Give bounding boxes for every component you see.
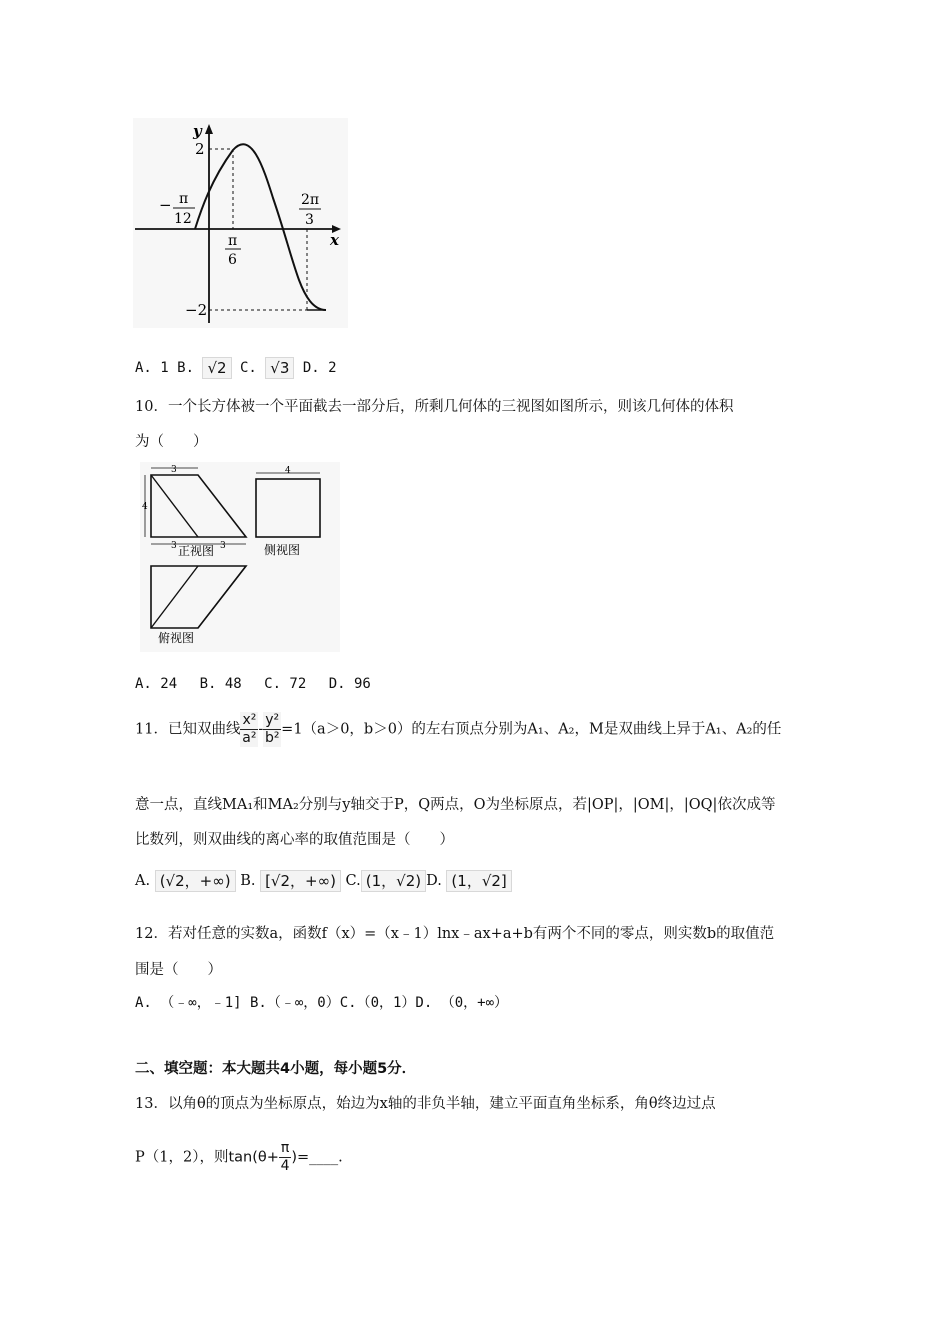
q9-option-b-math: √2 xyxy=(202,357,231,379)
q11-option-c-math: (1，√2) xyxy=(361,870,426,892)
q11-option-a-label: A. xyxy=(135,873,151,889)
pi6-den: 6 xyxy=(228,252,237,268)
q11-option-c-label: C. xyxy=(345,873,361,889)
q11-suffix: =1（a＞0，b＞0）的左右顶点分别为A₁、A₂，M是双曲线上异于A₁、A₂的任 xyxy=(281,721,782,738)
y-max-label: 2 xyxy=(195,140,205,158)
views-background xyxy=(140,462,340,652)
q12-line1: 12．若对任意的实数a，函数f（x）=（x﹣1）lnx﹣ax+a+b有两个不同的零点，则实数b的取值范 xyxy=(135,926,775,942)
q13-tan: tan(θ+ xyxy=(228,1149,279,1166)
q10-stem-line1: 10．一个长方体被一个平面截去一部分后，所剩几何体的三视图如图所示，则该几何体的体积 xyxy=(135,399,734,415)
q11-line3: 比数列，则双曲线的离心率的取值范围是（ ） xyxy=(135,832,454,848)
q10-options: A. 24 B. 48 C. 72 D. 96 xyxy=(135,676,371,692)
q9-option-d: D. 2 xyxy=(302,360,337,376)
twopi-num: 2π xyxy=(301,192,320,208)
q10-stem-line2: 为（ ） xyxy=(135,434,208,450)
twopi-den: 3 xyxy=(305,212,314,228)
front-view-label: 正视图 xyxy=(178,544,215,558)
y-min-label: −2 xyxy=(185,301,208,319)
q11-prefix: 11．已知双曲线 xyxy=(135,721,241,738)
neg-pi-den: 12 xyxy=(174,211,192,227)
section2-heading: 二、填空题：本大题共4小题，每小题5分． xyxy=(135,1061,417,1077)
q9-option-c: C. xyxy=(240,360,257,376)
q11-frac-y xyxy=(263,712,281,747)
q11-option-b-label: B. xyxy=(240,873,256,889)
side-view-label: 侧视图 xyxy=(264,543,301,557)
front-dim-top-label: 3 xyxy=(171,465,177,475)
q9-option-a: A. 1 B. xyxy=(135,360,195,376)
q12-options: A. （﹣∞，﹣1] B.（﹣∞，0）C.（0，1）D. （0，+∞） xyxy=(135,995,509,1011)
q12-line2: 围是（ ） xyxy=(135,962,222,978)
q11-line2: 意一点，直线MA₁和MA₂分别与y轴交于P，Q两点，O为坐标原点，若|OP|，|OM|，|OQ|依次成等 xyxy=(135,797,776,813)
q11-frac-y-den: b² xyxy=(264,730,280,746)
front-dim-left-label: 4 xyxy=(142,502,148,512)
q10-three-views xyxy=(140,462,340,652)
q13-blank: ____. xyxy=(309,1149,343,1166)
q13-frac xyxy=(279,1140,291,1175)
q11-option-a-math: (√2，+∞) xyxy=(155,870,236,892)
top-view-label: 俯视图 xyxy=(158,631,195,645)
y-axis-label: y xyxy=(193,122,202,140)
q9-option-c-math: √3 xyxy=(265,357,294,379)
side-dim-top-label: 4 xyxy=(285,466,291,476)
q11-frac-y-num: y² xyxy=(265,712,280,728)
q9-options xyxy=(135,357,337,379)
x-axis-label: x xyxy=(330,231,339,249)
q9-function-graph xyxy=(133,118,348,328)
q11-option-d-label: D. xyxy=(426,873,442,889)
q13-line1: 13．以角θ的顶点为坐标原点，始边为x轴的非负半轴，建立平面直角坐标系，角θ终边过点 xyxy=(135,1096,716,1112)
q11-minus: - xyxy=(258,721,264,738)
q13-line2 xyxy=(135,1140,343,1175)
q11-frac-x-den: a² xyxy=(242,730,257,746)
q11-line1 xyxy=(135,712,781,747)
q11-options xyxy=(135,870,512,892)
q13-prefix: P（1，2），则 xyxy=(135,1149,229,1166)
neg-sign: − xyxy=(159,196,172,214)
q13-frac-den: 4 xyxy=(280,1158,290,1174)
q13-frac-num: π xyxy=(280,1140,290,1156)
q11-option-d-math: (1，√2] xyxy=(446,870,511,892)
q11-frac-x-num: x² xyxy=(242,712,257,728)
graph-background xyxy=(133,118,348,328)
pi6-num: π xyxy=(228,233,238,249)
front-dim-bottom-label2: 3 xyxy=(220,541,226,551)
q13-close: )= xyxy=(291,1149,310,1166)
front-dim-bottom-label1: 3 xyxy=(171,541,177,551)
neg-pi-num: π xyxy=(179,191,189,207)
q11-frac-x xyxy=(240,712,258,747)
q11-option-b-math: [√2，+∞) xyxy=(260,870,341,892)
